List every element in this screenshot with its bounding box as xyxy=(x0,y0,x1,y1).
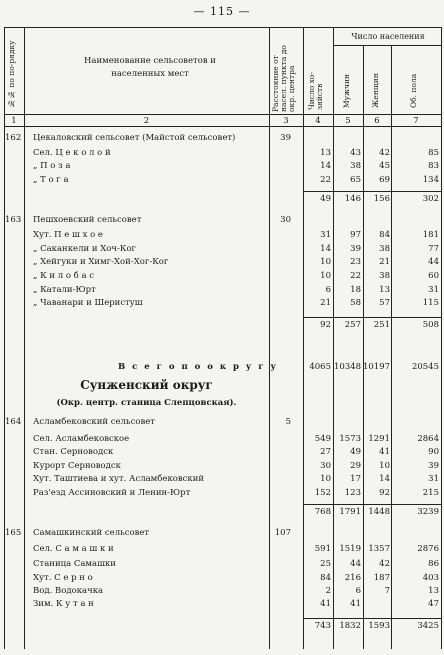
men-value: 22 xyxy=(350,271,361,281)
table-top-border xyxy=(4,27,442,28)
men-value: 6 xyxy=(355,586,361,596)
households-value: 6 xyxy=(325,285,331,295)
men-value: 1519 xyxy=(339,544,361,554)
women-value: 13 xyxy=(379,285,390,295)
index-6: 6 xyxy=(374,116,380,126)
settlement-name: „ Чаванари и Шеристуш xyxy=(33,298,143,308)
men-value: 1791 xyxy=(339,507,361,517)
col-divider-8 xyxy=(441,27,442,649)
district-total-women: 10197 xyxy=(363,362,391,372)
settlement-name: Раз'езд Ассиновский и Ленин-Юрт xyxy=(33,488,191,498)
households-value: 30 xyxy=(320,461,331,471)
distance-value: 5 xyxy=(285,417,291,427)
index-1: 1 xyxy=(11,116,17,126)
district-total-men: 10348 xyxy=(333,362,361,372)
subtotal-rule xyxy=(303,504,441,505)
total-value: 44 xyxy=(428,257,439,267)
total-value: 83 xyxy=(428,161,439,171)
households-value: 10 xyxy=(320,474,331,484)
total-value: 2864 xyxy=(417,434,439,444)
men-value: 18 xyxy=(350,285,361,295)
women-value: 84 xyxy=(379,230,390,240)
men-value: 17 xyxy=(350,474,361,484)
women-value: 1291 xyxy=(368,434,390,444)
index-2: 2 xyxy=(143,116,150,126)
header-col-total: Об. пола xyxy=(409,73,418,108)
men-value: 29 xyxy=(350,461,361,471)
women-value: 57 xyxy=(379,298,390,308)
settlement-name: „ П о з а xyxy=(33,161,71,171)
men-value: 65 xyxy=(350,175,361,185)
total-value: 31 xyxy=(428,285,439,295)
households-value: 27 xyxy=(320,447,331,457)
total-value: 302 xyxy=(422,194,439,204)
header-population: Число населения xyxy=(351,32,425,41)
header-col-distance: Расстояние от насел. пункта до окр. центра xyxy=(271,45,296,112)
households-value: 92 xyxy=(320,320,331,330)
settlement-name: „ К и л о б а с xyxy=(33,271,95,281)
women-value: 38 xyxy=(379,271,390,281)
settlement-name: Курорт Серноводск xyxy=(33,461,121,471)
header-col-name xyxy=(60,55,240,81)
households-value: 152 xyxy=(314,488,331,498)
women-value: 45 xyxy=(379,161,390,171)
households-value: 25 xyxy=(320,559,331,569)
row-number: 163 xyxy=(5,215,22,225)
women-value: 156 xyxy=(373,194,390,204)
district-total-households: 4065 xyxy=(309,362,331,372)
total-value: 508 xyxy=(422,320,439,330)
header-col-number: №№ по по-рядку xyxy=(7,40,16,108)
men-value: 38 xyxy=(350,161,361,171)
households-value: 14 xyxy=(320,244,331,254)
settlement-name: Асламбековский сельсовет xyxy=(33,417,155,427)
row-number: 162 xyxy=(5,133,22,143)
total-value: 47 xyxy=(428,599,439,609)
men-value: 39 xyxy=(350,244,361,254)
total-value: 215 xyxy=(422,488,439,498)
women-value: 10 xyxy=(379,461,390,471)
households-value: 10 xyxy=(320,271,331,281)
header-col-households: Число хо-зяйств xyxy=(307,72,324,110)
total-value: 60 xyxy=(428,271,439,281)
settlement-name: Зим. К у т а н xyxy=(33,599,94,609)
households-value: 2 xyxy=(325,586,331,596)
households-value: 84 xyxy=(320,573,331,583)
women-value: 92 xyxy=(379,488,390,498)
header-col-women: Женщин xyxy=(371,73,380,108)
total-value: 403 xyxy=(422,573,439,583)
section-title: Сунженский округ xyxy=(80,378,213,392)
men-value: 1832 xyxy=(339,621,361,631)
total-value: 39 xyxy=(428,461,439,471)
settlement-name: Стан. Серноводск xyxy=(33,447,114,457)
men-value: 23 xyxy=(350,257,361,267)
men-value: 44 xyxy=(350,559,361,569)
total-value: 90 xyxy=(428,447,439,457)
men-value: 49 xyxy=(350,447,361,457)
households-value: 13 xyxy=(320,148,331,158)
total-value: 134 xyxy=(422,175,439,185)
subtotal-rule xyxy=(303,618,441,619)
settlement-name: „ Хейгуки и Химг-Хой-Хог-Ког xyxy=(33,257,169,267)
households-value: 743 xyxy=(314,621,331,631)
men-value: 97 xyxy=(350,230,361,240)
section-subtitle: (Окр. центр. станица Слепцовская). xyxy=(56,398,237,408)
women-value: 38 xyxy=(379,244,390,254)
settlement-name: „ Катали-Юрт xyxy=(33,285,96,295)
households-value: 21 xyxy=(320,298,331,308)
total-value: 115 xyxy=(422,298,439,308)
men-value: 146 xyxy=(344,194,361,204)
index-row-border xyxy=(4,126,442,127)
subtotal-rule xyxy=(303,191,441,192)
settlement-name: Цекаловский сельсовет (Майстой сельсовет) xyxy=(33,133,236,143)
women-value: 42 xyxy=(379,559,390,569)
settlement-name: Хут. Таштиева и хут. Асламбековский xyxy=(33,474,205,484)
women-value: 42 xyxy=(379,148,390,158)
settlement-name: Пешхоевский сельсовет xyxy=(33,215,142,225)
settlement-name: Сел. Ц е к о л о й xyxy=(33,148,111,158)
distance-value: 30 xyxy=(280,215,291,225)
district-total-label: В с е г о п о о к р у г у xyxy=(118,362,278,372)
settlement-name: Вод. Водокачка xyxy=(33,586,104,596)
total-value: 181 xyxy=(422,230,439,240)
page-number: — 115 — xyxy=(193,5,251,18)
settlement-name: „ Т о г а xyxy=(33,175,69,185)
men-value: 43 xyxy=(350,148,361,158)
distance-value: 39 xyxy=(280,133,291,143)
households-value: 49 xyxy=(320,194,331,204)
women-value: 1448 xyxy=(368,507,390,517)
district-total-all: 20545 xyxy=(411,362,439,372)
women-value: 14 xyxy=(379,474,390,484)
total-value: 13 xyxy=(428,586,439,596)
men-value: 1573 xyxy=(339,434,361,444)
households-value: 10 xyxy=(320,257,331,267)
settlement-name: Станица Самашки xyxy=(33,559,116,569)
households-value: 768 xyxy=(314,507,331,517)
women-value: 69 xyxy=(379,175,390,185)
total-value: 77 xyxy=(428,244,439,254)
women-value: 21 xyxy=(379,257,390,267)
women-value: 7 xyxy=(384,586,390,596)
subtotal-rule xyxy=(303,317,441,318)
total-value: 2876 xyxy=(417,544,439,554)
total-value: 3239 xyxy=(417,507,439,517)
women-value: 1357 xyxy=(368,544,390,554)
index-4: 4 xyxy=(315,116,321,126)
women-value: 187 xyxy=(373,573,390,583)
row-number: 165 xyxy=(5,528,22,538)
header-col-men: Мужчин xyxy=(342,74,351,108)
population-subheader-line xyxy=(333,45,442,46)
men-value: 216 xyxy=(344,573,361,583)
households-value: 14 xyxy=(320,161,331,171)
women-value: 251 xyxy=(373,320,390,330)
row-number: 164 xyxy=(5,417,22,427)
distance-value: 107 xyxy=(274,528,291,538)
settlement-name: Сел. Асламбековское xyxy=(33,434,130,444)
index-3: 3 xyxy=(283,116,289,126)
men-value: 257 xyxy=(344,320,361,330)
households-value: 41 xyxy=(320,599,331,609)
households-value: 31 xyxy=(320,230,331,240)
settlement-name: „ Саканкели и Хоч-Ког xyxy=(33,244,137,254)
men-value: 41 xyxy=(350,599,361,609)
households-value: 549 xyxy=(314,434,331,444)
index-5: 5 xyxy=(345,116,351,126)
women-value: 41 xyxy=(379,447,390,457)
total-value: 86 xyxy=(428,559,439,569)
households-value: 591 xyxy=(314,544,331,554)
men-value: 123 xyxy=(344,488,361,498)
settlement-name: Самашкинский сельсовет xyxy=(33,528,150,538)
men-value: 58 xyxy=(350,298,361,308)
settlement-name: Хут. С е р н о xyxy=(33,573,93,583)
header-bottom-border xyxy=(4,114,442,115)
settlement-name: Хут. П е ш х о е xyxy=(33,230,103,240)
total-value: 31 xyxy=(428,474,439,484)
total-value: 3425 xyxy=(417,621,439,631)
header-col-name-text: Наименование сельсоветов и населенных мест xyxy=(84,56,216,79)
index-7: 7 xyxy=(413,116,419,126)
settlement-name: Сел. С а м а ш к и xyxy=(33,544,114,554)
households-value: 22 xyxy=(320,175,331,185)
women-value: 1593 xyxy=(368,621,390,631)
total-value: 85 xyxy=(428,148,439,158)
